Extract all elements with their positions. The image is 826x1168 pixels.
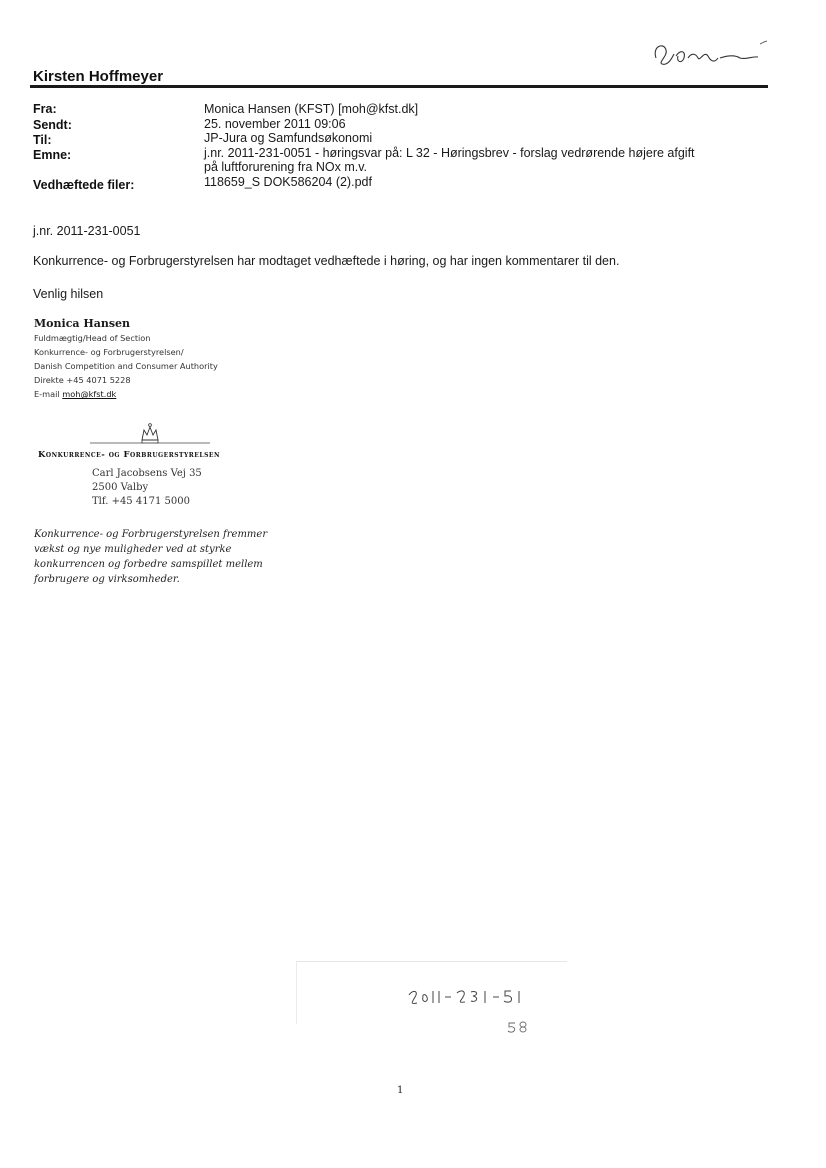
signature-email-row xyxy=(34,389,116,399)
handwritten-note-top-right xyxy=(648,36,768,76)
header-rule xyxy=(30,85,768,88)
page-number: 1 xyxy=(397,1085,404,1096)
slogan-line-2: vækst og nye muligheder ved at styrke xyxy=(34,544,232,555)
address-street: Carl Jacobsens Vej 35 xyxy=(92,468,202,479)
signature-title: Fuldmægtig/Head of Section xyxy=(34,333,151,343)
signature-email-link[interactable]: moh@kfst.dk xyxy=(62,389,117,399)
body-closing: Venlig hilsen xyxy=(33,287,104,301)
signature-org-en: Danish Competition and Consumer Authority xyxy=(34,361,218,371)
header-label-attachments: Vedhæftede filer: xyxy=(33,178,135,192)
header-value-attachments[interactable]: 118659_S DOK586204 (2).pdf xyxy=(204,175,372,189)
signature-email-label: E-mail xyxy=(34,389,60,399)
org-logo-text xyxy=(38,450,220,460)
header-value-sent: 25. november 2011 09:06 xyxy=(204,117,346,131)
header-label-subject: Emne: xyxy=(33,148,72,162)
body-ref: j.nr. 2011-231-0051 xyxy=(33,224,141,238)
handwritten-case-number xyxy=(405,985,545,1035)
address-phone: Tlf. +45 4171 5000 xyxy=(92,496,190,507)
slogan-line-1: Konkurrence- og Forbrugerstyrelsen fremmer xyxy=(34,529,268,540)
header-label-from: Fra: xyxy=(33,102,57,116)
header-value-subject: j.nr. 2011-231-0051 - høringsvar på: L 32 - Høringsbrev - forslag vedrørende højere afgift xyxy=(204,146,695,160)
signature-direct: Direkte +45 4071 5228 xyxy=(34,375,131,385)
address-city: 2500 Valby xyxy=(92,482,149,493)
header-value-to: JP-Jura og Samfundsøkonomi xyxy=(204,131,373,145)
sender-name: Kirsten Hoffmeyer xyxy=(33,68,164,85)
header-label-to: Til: xyxy=(33,133,52,147)
header-label-sent: Sendt: xyxy=(33,118,72,132)
org-logo-label: Konkurrence- og Forbrugerstyrelsen xyxy=(38,450,220,460)
slogan-line-4: forbrugere og virksomheder. xyxy=(34,574,180,585)
header-value-from: Monica Hansen (KFST) [moh@kfst.dk] xyxy=(204,102,419,116)
signature-org-da: Konkurrence- og Forbrugerstyrelsen/ xyxy=(34,347,184,357)
signature-name: Monica Hansen xyxy=(34,317,131,330)
slogan-line-3: konkurrencen og forbedre samspillet mellem xyxy=(34,559,263,570)
body-message: Konkurrence- og Forbrugerstyrelsen har modtaget vedhæftede i høring, og har ingen kommentarer til den. xyxy=(33,254,620,268)
header-value-subject-cont: på luftforurening fra NOx m.v. xyxy=(204,160,368,174)
